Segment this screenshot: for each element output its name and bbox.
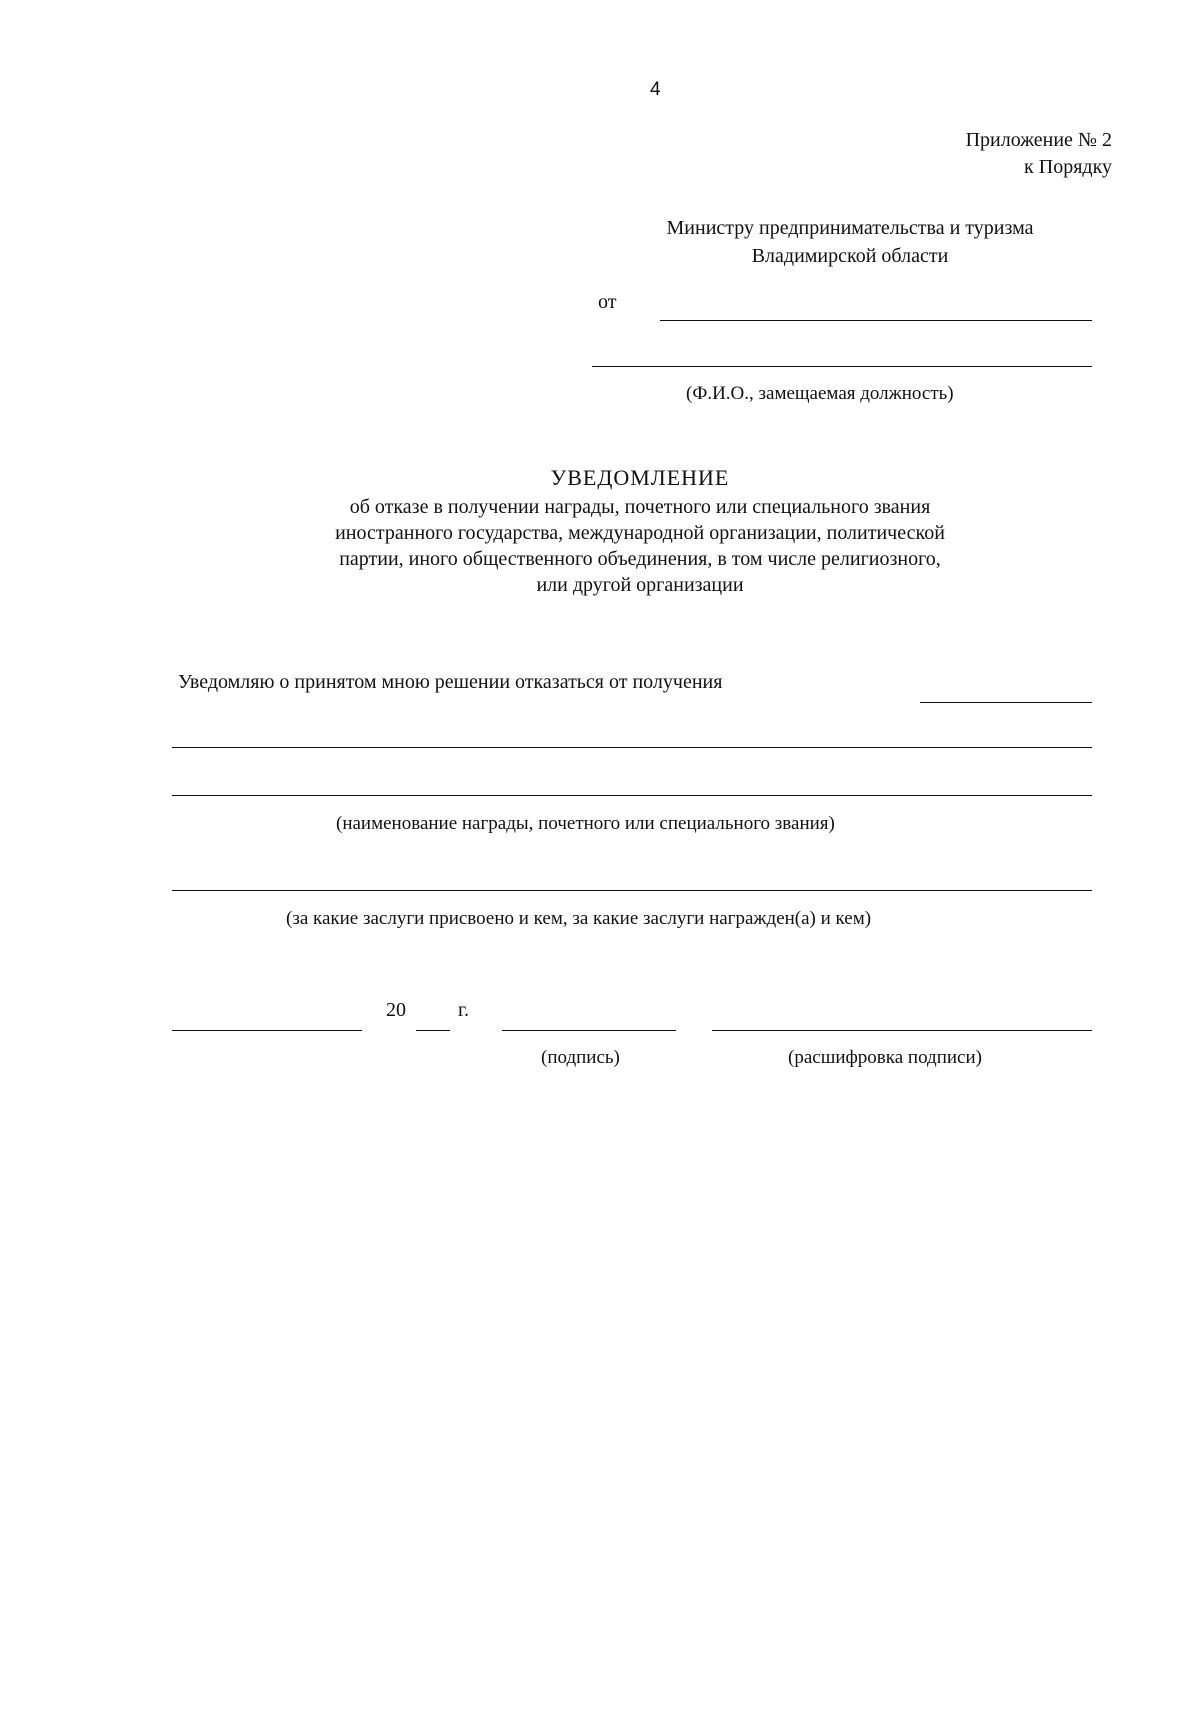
subtitle-line-2: иностранного государства, международной организации, политической: [335, 522, 945, 544]
appendix-reference: к Порядку: [1024, 156, 1112, 178]
signature-line[interactable]: [502, 1030, 676, 1031]
addressee-line-2: Владимирской области: [751, 245, 949, 267]
year-prefix: 20: [386, 999, 406, 1021]
subtitle-line-4: или другой организации: [536, 574, 744, 596]
year-line[interactable]: [416, 1030, 450, 1031]
from-label: от: [598, 291, 617, 313]
page-number: 4: [650, 79, 661, 100]
merit-line[interactable]: [172, 890, 1092, 891]
notice-subtitle: [250, 494, 1030, 598]
addressee-line-1: Министру предпринимательства и туризма: [666, 217, 1034, 239]
statement-blank-line[interactable]: [920, 702, 1092, 703]
addressee-block: [600, 214, 1100, 270]
year-suffix: г.: [458, 999, 469, 1021]
signature-decoding-line[interactable]: [712, 1030, 1092, 1031]
notice-title: УВЕДОМЛЕНИЕ: [550, 465, 730, 490]
fio-caption: (Ф.И.О., замещаемая должность): [686, 383, 954, 404]
statement-text: Уведомляю о принятом мною решении отказаться от получения: [178, 671, 723, 693]
date-day-month-line[interactable]: [172, 1030, 362, 1031]
from-name-line[interactable]: [660, 320, 1092, 321]
appendix-number: Приложение № 2: [965, 129, 1112, 151]
award-line-1[interactable]: [172, 747, 1092, 748]
award-caption: (наименование награды, почетного или специального звания): [336, 813, 835, 834]
award-line-2[interactable]: [172, 795, 1092, 796]
subtitle-line-3: партии, иного общественного объединения, в том числе религиозного,: [339, 548, 941, 570]
signature-caption: (подпись): [541, 1047, 620, 1068]
subtitle-line-1: об отказе в получении награды, почетного или специального звания: [349, 496, 931, 518]
decoding-caption: (расшифровка подписи): [788, 1047, 982, 1068]
merit-caption: (за какие заслуги присвоено и кем, за какие заслуги награжден(а) и кем): [286, 908, 872, 929]
from-position-line[interactable]: [592, 366, 1092, 367]
